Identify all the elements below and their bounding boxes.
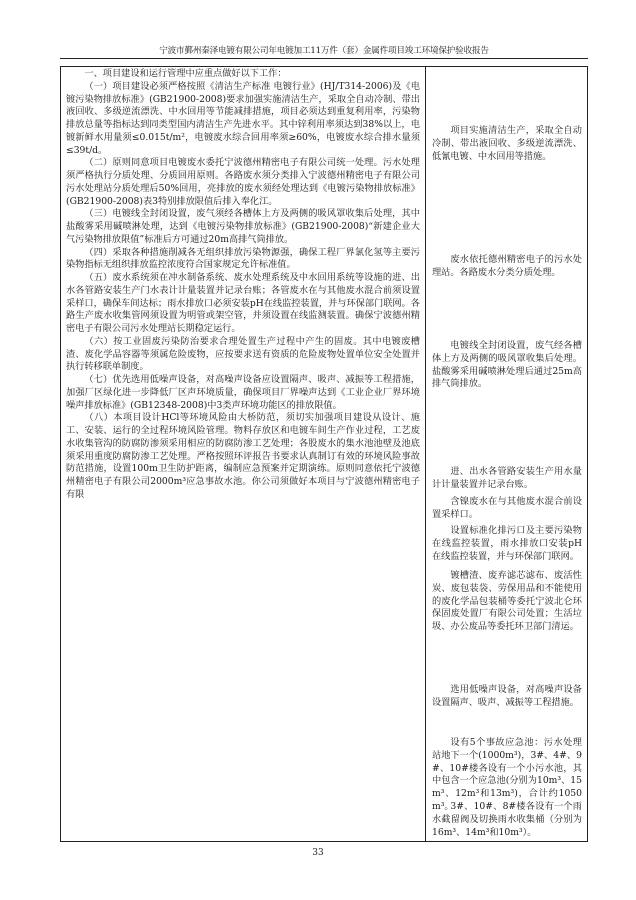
requirement-clean-production: （一）项目建设必须严格按照《清洁生产标准 电镀行业》(HJ/T314-2006)及《电镀污染物排放标准》(GB21900-2008)要求加强实施清洁生产，采取全自动冷制、带出液回收、多级逆流漂洗、中水回用等节能减排措施，项目必须达到重复利用率，污染物排放总量等指标达到同类型国内清洁生产先进水平。其中锌利用率须达到38%以上，电镀新鲜水用量须≤0.015t/m²，电镀废水综合回用率须≥60%，电镀废水综合排水量须≤39t/d。 — [66, 80, 420, 156]
implementation-emergency-pools: 设有5个事故应急池：污水处理站地下一个(1000m³)，3#、4#、9#、10#楼各设有一个小污水池，其中包含一个应急池(分别为10m³、15m³、12m³和13m³)，合计约1050m³。 — [432, 737, 582, 812]
requirement-environmental-risk: （八）本项目设计HCl等环境风险由大桥防范，须切实加强项目建设从设计、施工、安装、运行的全过程环境风险管理。物料存放区和电镀车间生产作业过程，工艺废水收集管沟的防腐防渗须采用相应的防腐防渗工艺处理；各股废水的集水池池壁及池底须采用重度防腐防渗工艺处理。严格按照环评报告书要求认真制订有效的环境风险事故防范措施，设置100m卫生防护距离，编制应急预案并定期演练。原则同意依托宁波德州精密电子有限公司2000m³应急事故水池。你公司须做好本项目与宁波德州精密电子有限 — [66, 412, 420, 500]
requirement-solid-waste: （六）按工业固废污染防治要求合理处置生产过程中产生的固废。其中电镀废槽渣、废化学品容器等须属危险废物，应按要求送有资质的危险废物处置单位安全处置并执行转移联单制度。 — [66, 335, 420, 373]
implementation-wastewater: 废水依托德州精密电子的污水处理站。各路废水分类分质处理。 — [432, 254, 582, 278]
requirement-fugitive-emissions: （四）采取各种措施削减各无组织排放污染物源强，确保工程厂界氯化氢等主要污染物指标无组织排放监控浓度符合国家规定允许标准值。 — [66, 246, 420, 271]
column-divider — [425, 66, 426, 842]
header-rule — [60, 58, 588, 59]
requirement-noise: （七）优先选用低噪声设备，对高噪声设备应设置隔声、吸声、减振等工程措施，加强厂区绿化进一步降低厂区声环境质量，确保项目厂界噪声达到《工业企业厂界环境噪声排放标准》(GB12348-2008)中3类声环境功能区的排放限值。 — [66, 374, 420, 411]
implementation-exhaust-gas: 电镀线全封闭设置，废气经各槽体上方及两侧的吸风罩收集后处理。盐酸雾采用碱喷淋处理后通过25m高排气筒排放。 — [432, 340, 582, 390]
page-number: 33 — [312, 848, 324, 858]
implementation-solid-waste: 镀槽渣、废弃滤芯滤布、废活性炭、废包装袋、劳保用品和不能使用的废化学品包装桶等委托宁波北仑环保固废处置厂有限公司处置；生活垃圾、办公废品等委托环卫部门清运。 — [432, 570, 582, 632]
implementation-clean-production: 项目实施清洁生产，采取全自动冷制、带出液回收、多级逆流漂洗、低氰电镀、中水回用等措施。 — [432, 125, 582, 162]
implementation-online-monitoring: 设置标准化排污口及主要污染物在线监控装置，雨水排放口安装pH在线监控装置，并与环保部门联网。 — [432, 525, 582, 562]
section-heading: 一、项目建设和运行管理中应重点做好以下工作： — [84, 68, 287, 79]
implementation-rainwater-valves: 3#、10#、8#楼各设有一个雨水截留阀及切换雨水收集桶（分别为16m³、14m³和10m³）。 — [432, 801, 582, 838]
requirement-metering-monitoring: （五）废水系统须在冲水制备系统、废水处理系统及中水回用系统等设施的进、出水各管路安装生产门水表计计量装置并记录台账；各管废水在与其他废水混合前须设置采样口，确保车间达标；雨水排放口必须安装pH在线监控装置，并与环保部门联网。各路生产废水收集管网须设置为明管或架空管，并须设置在线监测装置。确保宁波德州精密电子有限公司污水处理站长期稳定运行。 — [66, 272, 420, 334]
implementation-noise: 选用低噪声设备，对高噪声设备设置隔声、吸声、减振等工程措施。 — [432, 684, 582, 708]
running-header: 宁波市鄞州秦泽电镀有限公司年电镀加工11万件（套）金属件项目竣工环境保护验收报告 — [159, 46, 489, 56]
requirement-exhaust-gas: （三）电镀线全封闭设置，废气须经各槽体上方及两侧的吸风罩收集后处理，其中盐酸雾采用碱喷淋处理，达到《电镀污染物排放标准》(GB21900-2008)“新建企业大气污染物排放限值”标准后方可通过20m高排气筒排放。 — [66, 208, 420, 245]
implementation-metering: 进、出水各管路安装生产用水量计计量装置并记录台账。 — [432, 466, 582, 490]
requirement-wastewater-treatment: （二）原则同意项目电镀废水委托宁波德州精密电子有限公司统一处理。污水处理须严格执行分质处理、分质回用原则。各路废水须分类排入宁波德州精密电子有限公司污水处理站分质处理后50%回用，亮排放的废水须经处理达到《电镀污染物排放标准》(GB21900-2008)表3特别排放限值后排入奉化江。 — [66, 157, 420, 207]
implementation-sampling-port: 含镍废水在与其他废水混合前设置采样口。 — [432, 496, 582, 520]
requirements-column — [66, 68, 420, 502]
